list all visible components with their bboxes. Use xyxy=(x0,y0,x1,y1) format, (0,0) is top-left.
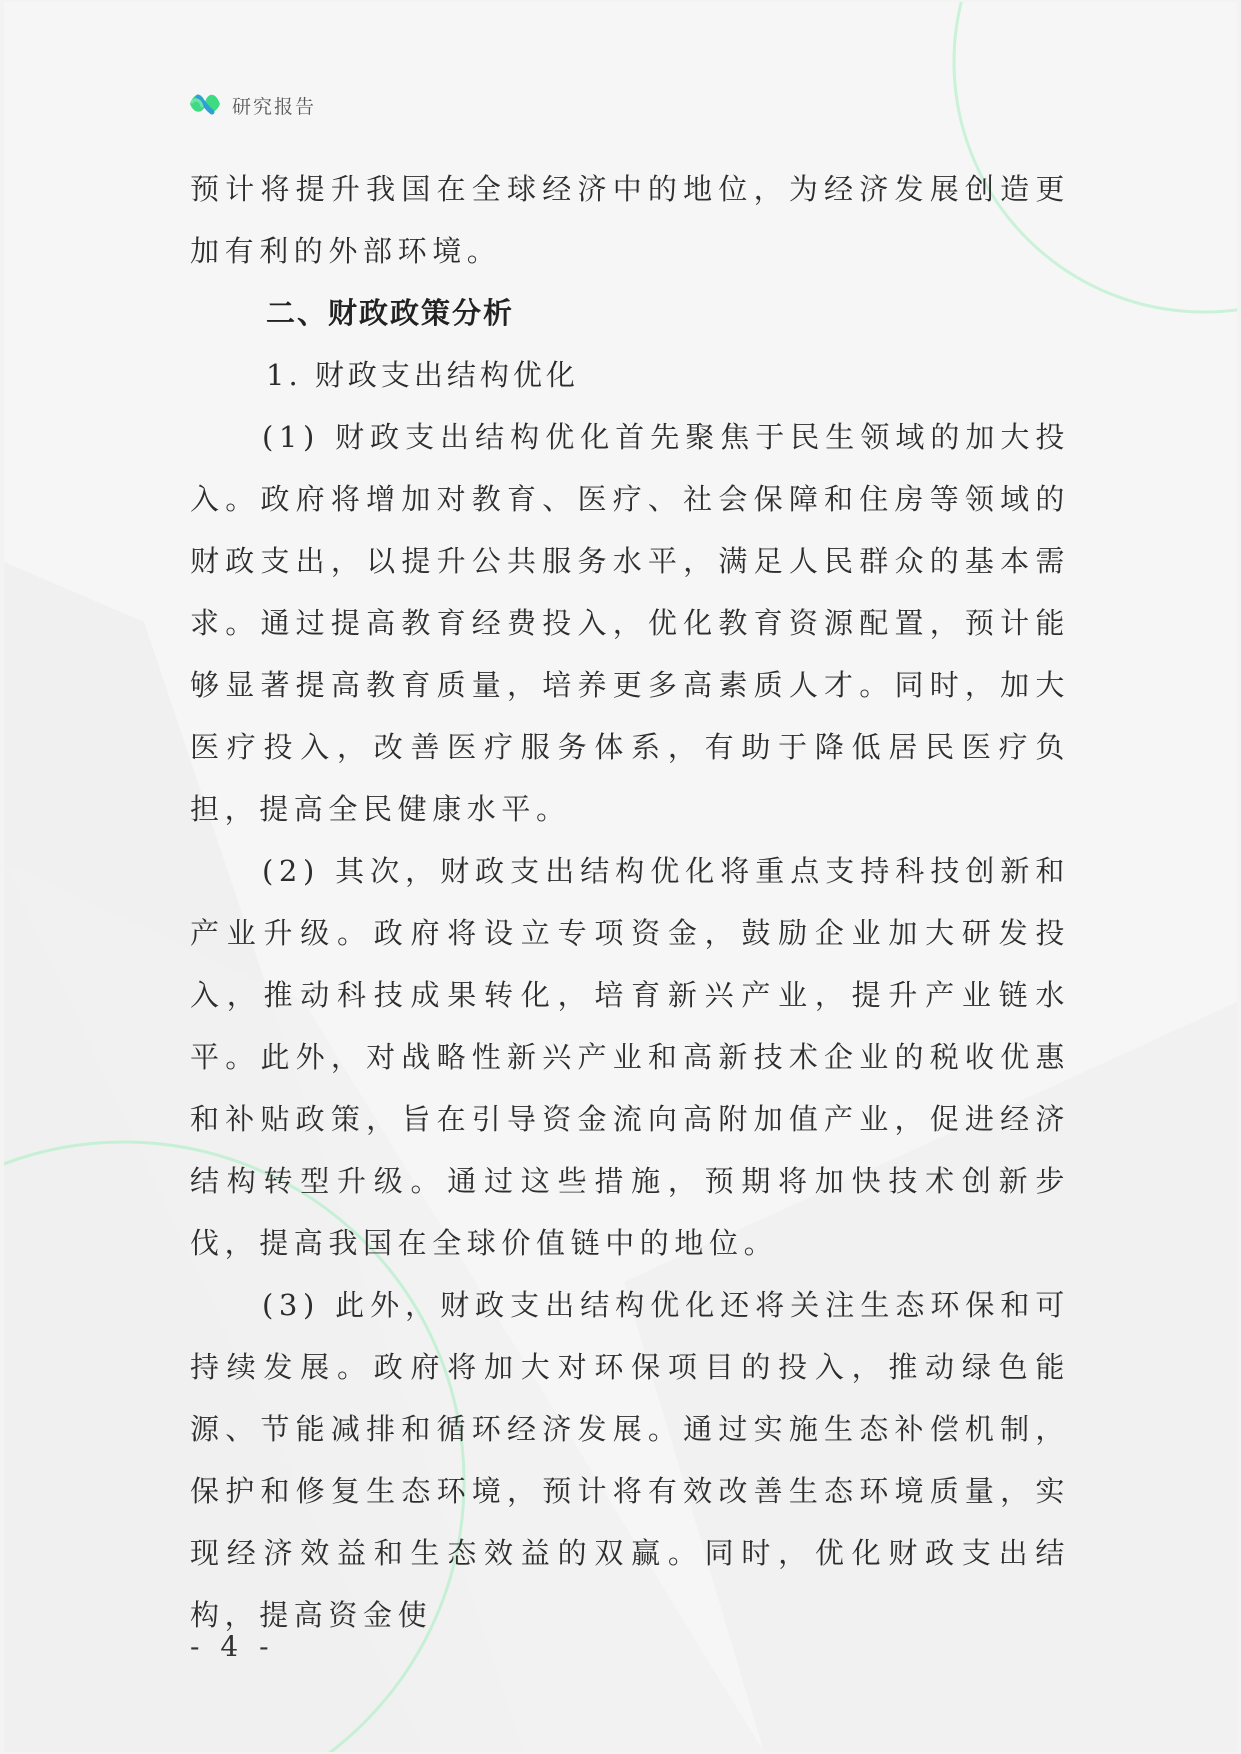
subsection-heading: 1. 财政支出结构优化 xyxy=(266,358,579,392)
paragraph-3: (3) 此外，财政支出结构优化还将关注生态环保和可持续发展。政府将加大对环保项目的投入，推动绿色能源、节能减排和循环经济发展。通过实施生态补偿机制，保护和修复生态环境，预计将有效改善生态环境质量，实现经济效益和生态效益的双赢。同时，优化财政支出结构，提高资金使 xyxy=(190,1288,1070,1632)
header-title: 研究报告 xyxy=(232,95,317,118)
paragraph-1: (1) 财政支出结构优化首先聚焦于民生领域的加大投入。政府将增加对教育、医疗、社会保障和住房等领域的财政支出，以提升公共服务水平，满足人民群众的基本需求。通过提高教育经费投入，优化教育资源配置，预计能够显著提高教育质量，培养更多高素质人才。同时，加大医疗投入，改善医疗服务体系，有助于降低居民医疗负担，提高全民健康水平。 xyxy=(190,420,1070,826)
intro-paragraph: 预计将提升我国在全球经济中的地位，为经济发展创造更加有利的外部环境。 xyxy=(190,172,1070,268)
paragraph-2: (2) 其次，财政支出结构优化将重点支持科技创新和产业升级。政府将设立专项资金，鼓励企业加大研发投入，推动科技成果转化，培育新兴产业，提升产业链水平。此外，对战略性新兴产业和高新技术企业的税收优惠和补贴政策，旨在引导资金流向高附加值产业，促进经济结构转型升级。通过这些措施，预期将加快技术创新步伐，提高我国在全球价值链中的地位。 xyxy=(190,854,1070,1260)
document-body xyxy=(190,158,1070,1646)
report-logo-icon xyxy=(188,88,222,122)
page-number: - 4 - xyxy=(190,1630,275,1663)
document-page xyxy=(4,2,1237,1752)
section-heading: 二、财政政策分析 xyxy=(266,296,515,330)
page-header xyxy=(188,88,316,122)
